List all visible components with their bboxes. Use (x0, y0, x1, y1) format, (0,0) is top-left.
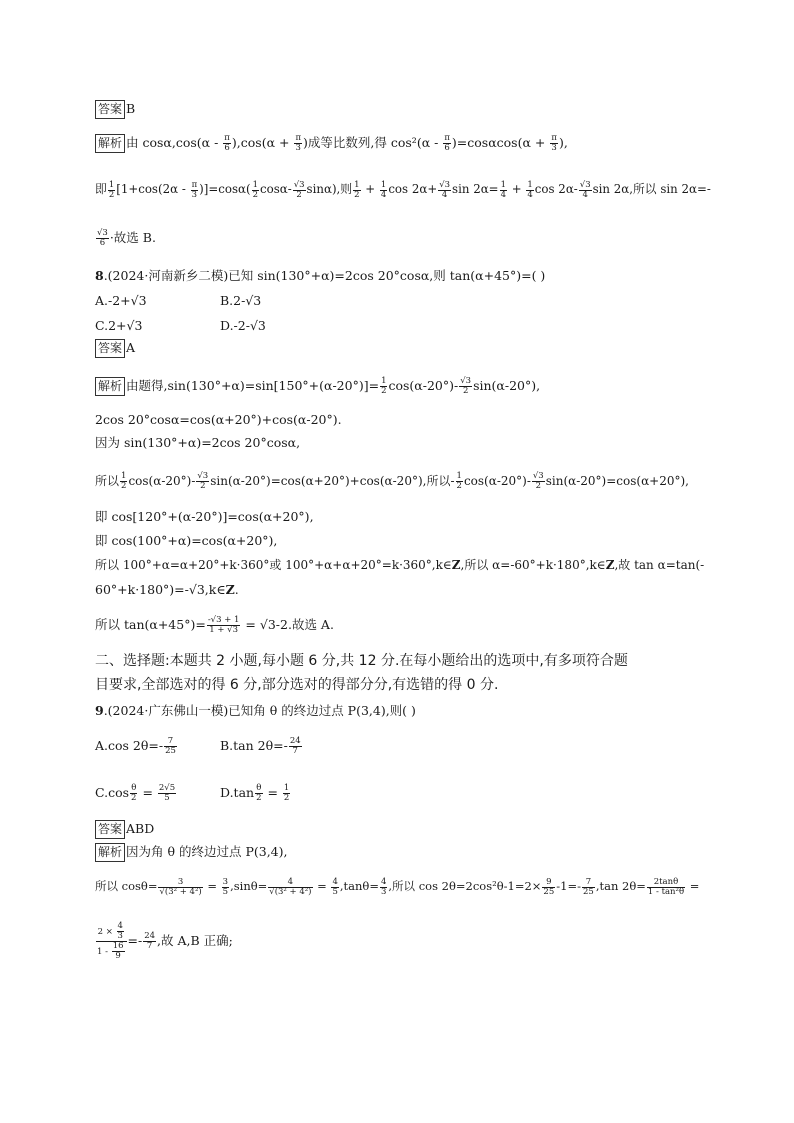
fraction (331, 878, 338, 897)
text: [1+cos (116, 182, 158, 196)
text: = (686, 879, 700, 893)
text: = (313, 879, 331, 893)
q8-option-d: D.-2-√3 (220, 318, 266, 333)
answer-value: A (126, 340, 136, 355)
den: 4 (527, 189, 533, 200)
den: 9 (112, 951, 125, 961)
question-number: 9 (95, 703, 104, 718)
text: )]=cosα( (199, 182, 251, 196)
text: sin 2α= (452, 182, 499, 196)
num: 1 (354, 179, 360, 190)
text: )=cosαcos (451, 135, 518, 150)
fraction (196, 472, 209, 491)
num: √3 (439, 179, 451, 190)
fraction (500, 181, 507, 200)
num: 1 (381, 376, 387, 386)
num: -√3 + 1 (207, 615, 240, 625)
den: 2 (131, 793, 137, 803)
text: =- (127, 933, 143, 948)
num: 3 (177, 876, 184, 887)
den: 3 (380, 886, 387, 897)
q8-analysis-line-7 (95, 555, 734, 575)
fraction (120, 472, 127, 491)
num: 1 (283, 783, 290, 793)
q9-option-a (95, 736, 178, 756)
num: 7 (167, 736, 174, 746)
num: 2√5 (158, 783, 176, 793)
num: √3 (532, 471, 544, 481)
text: B.tan 2θ=- (220, 738, 288, 753)
text: )成等比数列,得 cos² (303, 135, 417, 150)
text: (α - (416, 135, 443, 150)
answer-tag: 答案 (95, 100, 125, 119)
q9-option-c (95, 783, 177, 803)
den: 25 (165, 746, 176, 756)
fraction (117, 922, 124, 941)
q7-analysis-line-3 (95, 228, 734, 248)
num: 1 (121, 471, 127, 481)
fraction (353, 181, 360, 200)
text: 所以 cosθ= (95, 879, 158, 893)
num: √3 (97, 228, 108, 238)
den: 4 (380, 189, 387, 200)
den: 6 (224, 143, 230, 153)
text: (α - (196, 135, 223, 150)
den: 2 (121, 481, 127, 491)
num: 1 (108, 179, 115, 190)
den: 5 (332, 886, 338, 897)
num: 24 (289, 736, 301, 746)
text: cos(α-20°)- (463, 474, 531, 488)
text: = (203, 879, 221, 893)
num: θ (131, 783, 137, 793)
q8-analysis-line-1 (95, 376, 734, 396)
fraction (112, 942, 125, 961)
den: 3 (191, 189, 198, 200)
text: sinα),则 (306, 182, 353, 196)
den: 2 (459, 386, 472, 396)
text: D.tan (220, 785, 255, 800)
q9-answer-line (95, 819, 734, 839)
q9-analysis-line-2 (95, 876, 734, 897)
fraction (582, 878, 595, 897)
section2-heading-line-2: 目要求,全部选对的得 6 分,部分选对的得部分分,有选错的得 0 分. (95, 677, 499, 693)
q7-answer-line (95, 99, 734, 119)
fraction (550, 134, 558, 153)
q9-analysis-line-3 (95, 922, 734, 961)
fraction (222, 878, 229, 897)
num: π (295, 133, 302, 143)
num: 1 (500, 179, 506, 190)
text: (α + (261, 135, 294, 150)
text: = (263, 785, 282, 800)
question-stem: .(2024·河南新乡二模)已知 sin(130°+α)=2cos 20°cosα,则 tan(α+45°)=( ) (103, 268, 546, 283)
q9-option-d (220, 783, 291, 803)
num: π (191, 179, 198, 190)
text: A.cos 2θ=- (95, 738, 164, 753)
den: 2 (196, 481, 209, 491)
num: 4 (287, 876, 294, 887)
text: cos 2α+ (388, 182, 438, 196)
q8-answer-line (95, 338, 734, 358)
text: ,tanθ= (339, 879, 379, 893)
text: ), (558, 135, 568, 150)
q8-stem (95, 266, 734, 286)
den: 7 (143, 941, 156, 951)
q8-analysis-line-2: 2cos 20°cosα=cos(α+20°)+cos(α-20°). (95, 412, 342, 427)
answer-tag: 答案 (95, 820, 125, 839)
den: 25 (582, 886, 594, 897)
num: 7 (585, 876, 592, 887)
num: 3 (222, 876, 229, 887)
den: 7 (289, 746, 302, 756)
text: sin(α-20°)=cos(α+20°), (545, 474, 689, 488)
den: 1 + √3 (207, 625, 241, 635)
text: + (507, 182, 526, 196)
fraction (380, 878, 387, 897)
q8-analysis-line-3: 因为 sin(130°+α)=2cos 20°cosα, (95, 435, 301, 450)
den: 6 (444, 143, 450, 153)
text: cos(α-20°)- (128, 474, 196, 488)
num (96, 922, 127, 941)
den: √(3² + 4²) (159, 886, 202, 897)
fraction (164, 737, 177, 756)
den: 4 (579, 190, 592, 200)
den: 6 (96, 238, 109, 248)
num: 4 (117, 921, 123, 931)
num: 4 (380, 876, 387, 887)
text: = (138, 785, 157, 800)
fraction (294, 134, 302, 153)
fraction (223, 134, 231, 153)
text: sin(α-20°)=cos(α+20°)+cos(α-20°),所以- (210, 474, 455, 488)
num: 16 (112, 941, 124, 951)
fraction (380, 181, 387, 200)
text: . (234, 582, 239, 597)
text: (2α - (158, 182, 190, 196)
text: cos 2α- (534, 182, 578, 196)
den: 5 (158, 793, 176, 803)
text: ),cos (231, 135, 262, 150)
num: √3 (293, 179, 305, 190)
text: 因为角 θ 的终边过点 P(3,4), (126, 844, 288, 859)
q8-option-b: B.2-√3 (220, 293, 262, 308)
fraction (158, 784, 176, 803)
analysis-tag: 解析 (95, 377, 125, 396)
text: 60°+k·180°)=-√3,k∈ (95, 582, 226, 597)
text: 即 (95, 182, 107, 196)
den: 2 (283, 793, 290, 803)
q8-analysis-line-8 (95, 580, 734, 600)
text: = √3-2.故选 A. (241, 617, 334, 632)
integer-set: Z (605, 558, 615, 572)
text: 1 - (97, 947, 111, 957)
q7-analysis-line-1 (95, 133, 734, 153)
q9-option-b (220, 736, 303, 756)
den: 3 (117, 931, 123, 941)
fraction (268, 878, 312, 897)
text: cosα- (260, 182, 292, 196)
text: cos(α-20°)- (388, 378, 459, 393)
text: 所以 (95, 474, 120, 488)
den: 1 - tan²θ (647, 886, 685, 897)
fraction (108, 181, 115, 200)
fraction (130, 784, 137, 803)
num: π (224, 133, 230, 143)
num: 1 (380, 179, 387, 190)
text: ,所以 cos 2θ=2cos²θ-1=2× (388, 879, 542, 893)
question-number: 8 (95, 268, 104, 283)
den (96, 941, 127, 961)
q7-analysis-line-2 (95, 179, 734, 200)
den: 3 (295, 143, 301, 153)
den: 4 (500, 189, 506, 200)
num: 4 (332, 876, 338, 887)
text: (α + (517, 135, 550, 150)
fraction (191, 181, 199, 200)
integer-set: Z (451, 558, 461, 572)
text: C.cos (95, 785, 130, 800)
fraction (459, 377, 472, 396)
fraction (380, 377, 387, 396)
compound-fraction (96, 922, 127, 961)
fraction (542, 878, 555, 897)
text: 所以 tan(α+45°)= (95, 617, 206, 632)
num: π (551, 133, 557, 143)
fraction (158, 878, 202, 897)
fraction (647, 878, 685, 897)
den: 2 (108, 189, 115, 200)
answer-value: B (126, 101, 136, 116)
num: θ (256, 783, 262, 793)
den: 2 (532, 481, 545, 491)
num: 2tanθ (653, 876, 679, 887)
q8-analysis-line-4 (95, 471, 734, 491)
fraction (283, 784, 290, 803)
answer-value: ABD (126, 821, 155, 836)
text: ,tan 2θ= (595, 879, 646, 893)
text: ,所以 α=-60°+k·180°,k∈ (460, 558, 606, 572)
text: sin 2α,所以 sin 2α=- (592, 182, 711, 196)
den: 3 (551, 143, 557, 153)
num: 1 (252, 179, 258, 190)
question-stem: .(2024·广东佛山一模)已知角 θ 的终边过点 P(3,4),则( ) (103, 703, 416, 718)
fraction (579, 181, 592, 200)
text: 所以 100°+α=α+20°+k·360°或 100°+α+α+20°=k·360°,k∈ (95, 558, 452, 572)
den: 4 (438, 190, 451, 200)
text: ,故 A,B 正确; (157, 933, 233, 948)
num: √3 (197, 471, 209, 481)
fraction (438, 181, 451, 200)
text: 由 cosα,cos (126, 135, 197, 150)
text: sin(α-20°), (473, 378, 541, 393)
fraction (456, 472, 463, 491)
num: π (444, 133, 450, 143)
den: 5 (222, 886, 229, 897)
q9-stem (95, 701, 734, 721)
den: 25 (543, 886, 555, 897)
text: ,sinθ= (230, 879, 268, 893)
q8-analysis-line-6: 即 cos(100°+α)=cos(α+20°), (95, 533, 278, 548)
fraction (532, 472, 545, 491)
den: √(3² + 4²) (269, 886, 312, 897)
den: 2 (354, 189, 360, 200)
analysis-tag: 解析 (95, 134, 125, 153)
den: 2 (381, 386, 387, 396)
fraction (252, 181, 259, 200)
text: ·故选 B. (109, 230, 156, 245)
den: 2 (293, 190, 306, 200)
integer-set: Z (225, 582, 235, 597)
num: √3 (579, 179, 591, 190)
num: √3 (460, 376, 472, 386)
q8-option-c: C.2+√3 (95, 318, 143, 333)
fraction (96, 229, 109, 248)
analysis-tag: 解析 (95, 843, 125, 862)
fraction (143, 932, 156, 951)
q8-analysis-line-5: 即 cos[120°+(α-20°)]=cos(α+20°), (95, 509, 314, 524)
den: 2 (256, 793, 262, 803)
num: 1 (456, 471, 462, 481)
den: 2 (252, 189, 258, 200)
q8-analysis-line-9 (95, 615, 734, 635)
fraction (207, 616, 241, 635)
num: 1 (527, 179, 533, 190)
answer-tag: 答案 (95, 339, 125, 358)
fraction (526, 181, 533, 200)
num: 24 (144, 931, 156, 941)
text: 2 × (97, 927, 116, 937)
fraction (293, 181, 306, 200)
text: ,故 tan α=tan(- (614, 558, 705, 572)
num: 9 (546, 876, 552, 887)
q8-option-a: A.-2+√3 (95, 293, 147, 308)
section2-heading-line-1: 二、选择题:本题共 2 小题,每小题 6 分,共 12 分.在每小题给出的选项中,有多项符合题 (95, 653, 628, 669)
text: + (361, 182, 379, 196)
q9-analysis-line-1 (95, 842, 734, 862)
den: 2 (456, 481, 462, 491)
fraction (255, 784, 262, 803)
fraction (443, 134, 451, 153)
text: -1=- (556, 879, 581, 893)
fraction (289, 737, 302, 756)
text: 由题得,sin(130°+α)=sin[150°+(α-20°)]= (126, 378, 380, 393)
